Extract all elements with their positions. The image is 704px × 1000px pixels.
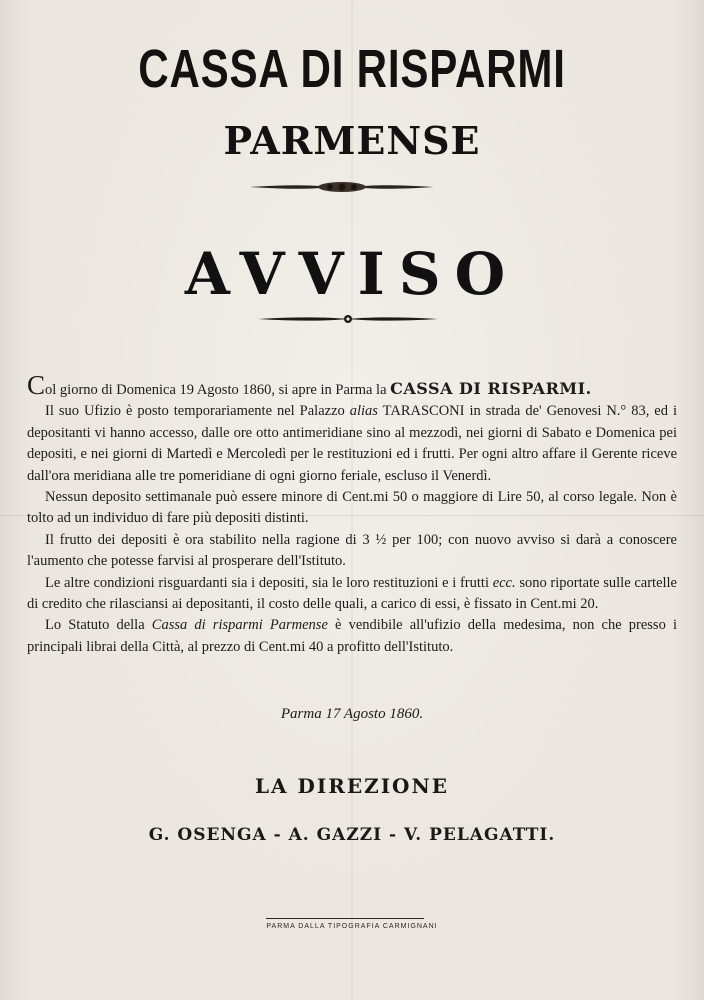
conditions-text-b: sono riportate sulle cartelle di credito che rilasciansi ai depositanti, il costo delle quali, a carico di essi, è fissato in Cent.mi 20. xyxy=(27,574,677,613)
opening-text: ol giorno di Domenica 19 Agosto 1860, si apre in Parma la xyxy=(45,382,391,398)
poster-title-line2: PARMENSE xyxy=(223,118,481,163)
notice-heading: AVVISO xyxy=(184,240,520,308)
signature-names: G. OSENGA - A. GAZZI - V. PELAGATTI. xyxy=(148,825,556,845)
office-text-b: TARASCONI in strada de' Genovesi N.° 83, ed i depositanti vi hanno accesso, dalle ore otto antimeridiane sino al mezzodì, nei giorni di Sabato e Domenica pei depositi, e nei giorni di Martedì e Mercoledì per le restituzioni ed i frutti. Per ogni altro affare il Gerente riceve dall'ora meridiana alle tre pomeridiane di ogni giorno feriale, escluso il Venerdì. xyxy=(27,403,677,484)
office-text-italic: alias xyxy=(349,403,378,420)
poster-title-line1: CASSA DI RISPARMI xyxy=(138,39,566,99)
printer-imprint: PARMA DALLA TIPOGRAFIA CARMIGNANI xyxy=(266,923,438,930)
imprint-rule xyxy=(266,918,424,919)
conditions-text-italic: ecc. xyxy=(492,574,516,591)
paragraph-office-hours xyxy=(27,401,677,487)
notice-body xyxy=(27,370,677,658)
paragraph-opening xyxy=(27,370,677,401)
statute-text-italic: Cassa di risparmi Parmense xyxy=(151,617,328,634)
office-text-a: Il suo Ufizio è posto temporariamente nel Palazzo xyxy=(45,403,350,420)
statute-text-b: è vendibile all'ufizio della medesima, non che presso i principali librai della Città, al prezzo di Cent.mi 40 a profitto dell'Istituto. xyxy=(27,617,677,655)
paragraph-deposit-limits: Nessun deposito settimanale può essere minore di Cent.mi 50 o maggiore di Lire 50, al corso legale. Non è tolto ad un individuo di fare più depositi distinti. xyxy=(27,489,677,527)
opening-bank-name: CASSA DI RISPARMI. xyxy=(390,379,592,398)
ornament-divider-bottom xyxy=(258,312,438,326)
ornament-divider-top xyxy=(250,178,434,196)
statute-text-a: Lo Statuto della xyxy=(45,617,152,634)
paragraph-conditions xyxy=(27,573,677,616)
drop-cap: C xyxy=(27,370,46,400)
signature-office: LA DIREZIONE xyxy=(254,774,449,798)
paragraph-statute xyxy=(27,615,677,658)
paragraph-interest-rate: Il frutto dei depositi è ora stabilito nella ragione di 3 ½ per 100; con nuovo avviso si darà a conoscere l'aumento che potesse farvisi al prosperare dell'Istituto. xyxy=(27,531,677,570)
date-line: Parma 17 Agosto 1860. xyxy=(280,706,424,722)
conditions-text-a: Le altre condizioni risguardanti sia i depositi, sia le loro restituzioni e i frutti xyxy=(45,574,493,591)
